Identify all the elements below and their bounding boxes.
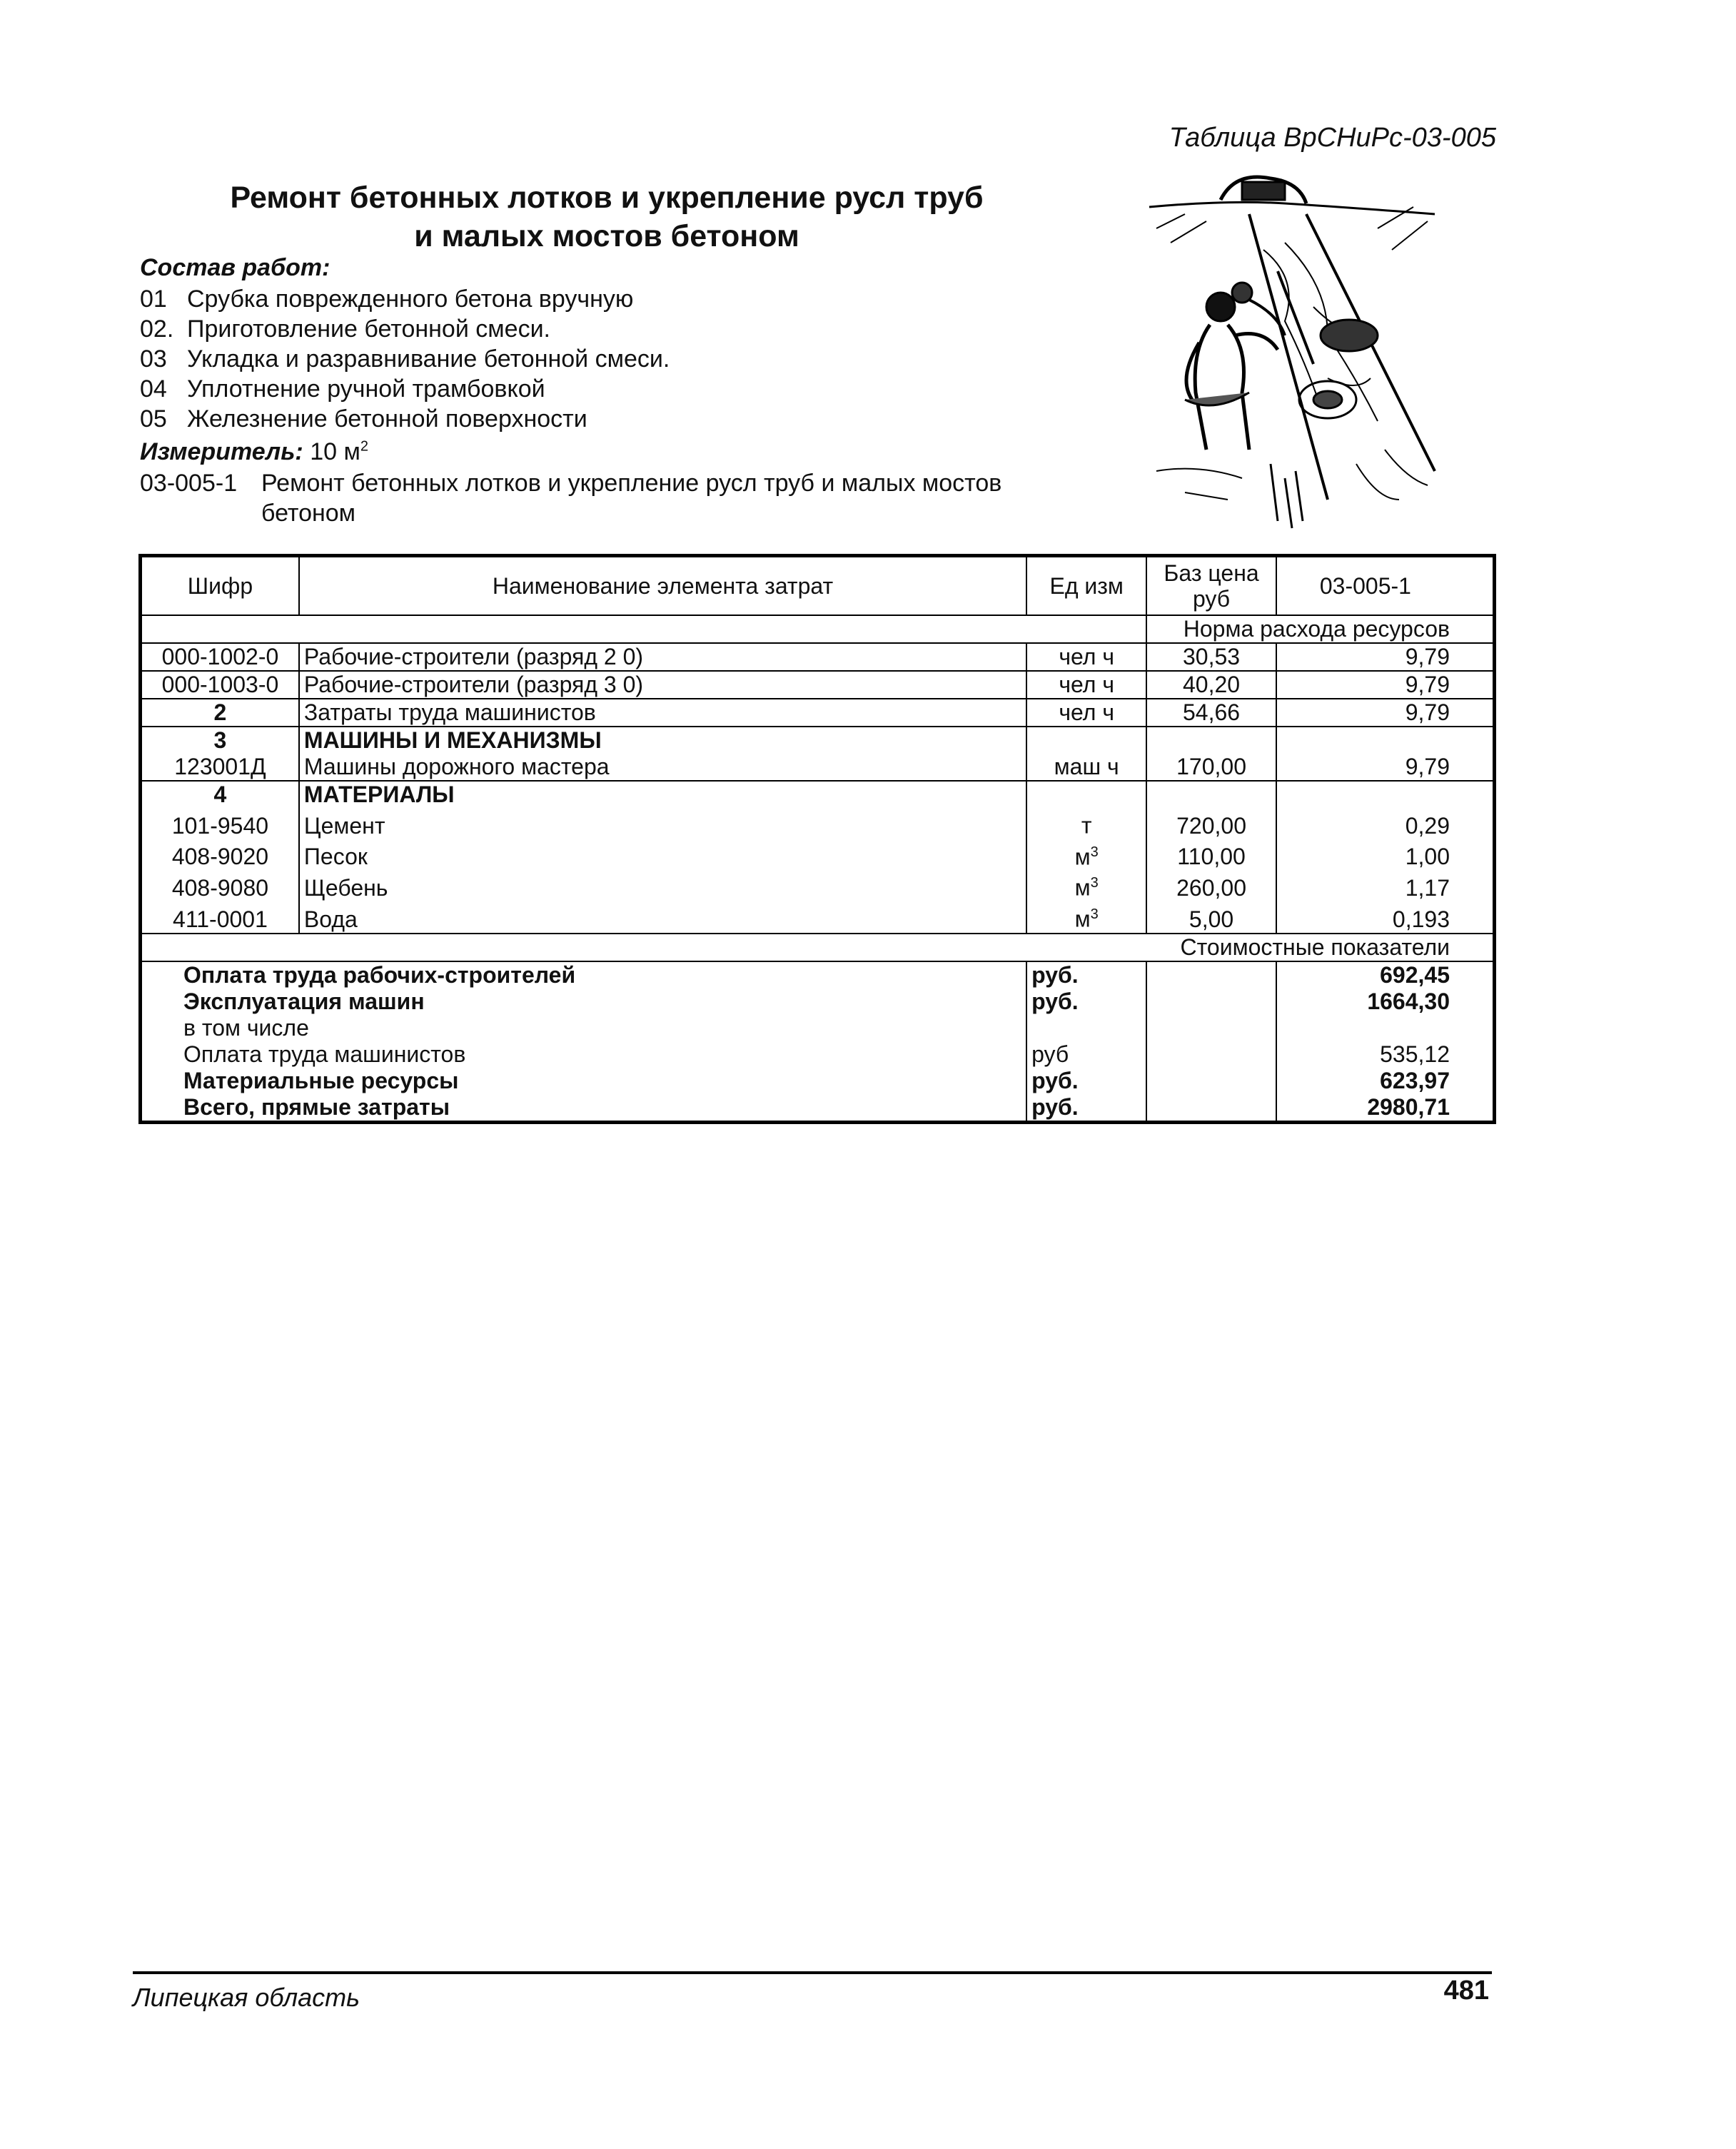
footer-region: Липецкая область <box>133 1983 360 2012</box>
row-unit: чел ч <box>1026 643 1146 671</box>
row-name: Рабочие-строители (разряд 3 0) <box>299 671 1026 699</box>
cost-unit: руб. <box>1026 1094 1146 1123</box>
row-norm: 0,193 <box>1276 901 1495 934</box>
description-text: Ремонт бетонных лотков и укрепление русл труб и малых мостов бетоном <box>261 470 1002 527</box>
cost-label: Всего, прямые затраты <box>183 1093 450 1120</box>
row-price: 40,20 <box>1146 671 1276 699</box>
row-price: 260,00 <box>1146 870 1276 901</box>
row-unit: т <box>1026 808 1146 839</box>
row-norm: 9,79 <box>1276 699 1495 727</box>
section-row-machines <box>141 727 1495 754</box>
work-item-code: 05 <box>140 405 167 433</box>
cost-value: 2980,71 <box>1276 1094 1495 1123</box>
row-code: 411-0001 <box>141 901 299 934</box>
cost-row <box>141 988 1495 1015</box>
row-price: 170,00 <box>1146 754 1276 781</box>
cost-value: 1664,30 <box>1276 988 1495 1015</box>
work-item <box>140 314 670 344</box>
row-unit: $м^3$ <box>1026 870 1146 901</box>
row-unit: $м^3$ <box>1026 839 1146 871</box>
page-title <box>164 178 1049 256</box>
row-code: 408-9080 <box>171 874 269 901</box>
row-unit: чел ч <box>1026 671 1146 699</box>
row-price: 720,00 <box>1146 808 1276 839</box>
cost-label: Оплата труда рабочих-строителей <box>183 961 576 988</box>
table-row <box>141 901 1495 934</box>
row-name: Цемент <box>299 808 1026 839</box>
cost-label: Оплата труда машинистов <box>183 1041 466 1067</box>
cost-value: 623,97 <box>1276 1068 1495 1094</box>
table-row <box>141 839 1495 871</box>
work-item <box>140 374 670 404</box>
row-norm: 9,79 <box>1276 643 1495 671</box>
measure-value: 10 $м^2$ <box>310 438 368 465</box>
description <box>140 468 1082 528</box>
description-code: 03-005-1 <box>140 470 238 497</box>
work-item-code: 03 <box>140 345 167 373</box>
row-code: 101-9540 <box>171 812 269 839</box>
cost-row <box>141 1068 1495 1094</box>
work-item-code: 04 <box>140 375 167 403</box>
table-row <box>141 870 1495 901</box>
row-name: Песок <box>299 839 1026 871</box>
work-item-text: Укладка и разравнивание бетонной смеси. <box>187 345 670 373</box>
row-unit: $м^3$ <box>1026 901 1146 934</box>
section-row-materials <box>141 781 1495 808</box>
work-list <box>140 284 670 434</box>
row-name: Щебень <box>299 870 1026 901</box>
header-name: Наименование элемента затрат <box>299 556 1026 616</box>
cost-label: Материальные ресурсы <box>183 1067 459 1093</box>
resource-table <box>138 554 1496 1124</box>
row-norm: 0,29 <box>1276 808 1495 839</box>
page-number: 481 <box>1443 1976 1489 2006</box>
row-norm: 1,17 <box>1276 870 1495 901</box>
header-price: Баз цена руб <box>1146 556 1276 616</box>
table-row <box>141 671 1495 699</box>
work-item <box>140 284 670 314</box>
row-price: 54,66 <box>1146 699 1276 727</box>
header-norm: 03-005-1 <box>1276 556 1495 616</box>
cost-value: 535,12 <box>1276 1041 1495 1068</box>
cost-row <box>141 1041 1495 1068</box>
row-code: 123001Д <box>141 754 299 781</box>
cost-unit: руб. <box>1026 1068 1146 1094</box>
header-code: Шифр <box>141 556 299 616</box>
norm-subheader-row <box>141 615 1495 643</box>
row-code: 000-1003-0 <box>141 671 299 699</box>
cost-label: в том числе <box>183 1014 309 1041</box>
cost-row-total <box>141 1094 1495 1123</box>
measure-row <box>140 438 368 466</box>
row-unit: маш ч <box>1026 754 1146 781</box>
cost-row <box>141 1015 1495 1041</box>
table-row <box>141 754 1495 781</box>
row-code: 2 <box>141 699 299 727</box>
row-price: 110,00 <box>1146 839 1276 871</box>
section-code: 4 <box>213 782 227 807</box>
title-line-2: и малых мостов бетоном <box>414 219 799 253</box>
footer-divider <box>133 1971 1492 1974</box>
title-line-1: Ремонт бетонных лотков и укрепление русл труб <box>230 181 984 215</box>
row-name: Машины дорожного мастера <box>299 754 1026 781</box>
work-item-text: Срубка поврежденного бетона вручную <box>187 285 634 313</box>
measure-label: Измеритель: <box>140 438 303 465</box>
work-item-code: 01 <box>140 285 167 313</box>
table-header-row <box>141 556 1495 616</box>
row-price: 30,53 <box>1146 643 1276 671</box>
row-code: 408-9020 <box>171 844 269 870</box>
cost-subheader-row <box>141 934 1495 961</box>
table-reference: Таблица ВрСНиРс-03-005 <box>1169 123 1496 153</box>
row-norm: 1,00 <box>1276 839 1495 871</box>
table-row <box>141 808 1495 839</box>
section-title: МАТЕРИАЛЫ <box>299 781 1026 808</box>
cost-row <box>141 961 1495 988</box>
section-code: 3 <box>213 727 227 753</box>
work-item-text: Уплотнение ручной трамбовкой <box>187 375 545 403</box>
table-row <box>141 699 1495 727</box>
header-unit: Ед изм <box>1026 556 1146 616</box>
work-composition-label: Состав работ: <box>140 254 330 281</box>
cost-subheader: Стоимостные показатели <box>141 934 1495 961</box>
cost-unit: руб <box>1026 1041 1146 1068</box>
cost-unit <box>1026 1015 1146 1041</box>
work-item-text: Железнение бетонной поверхности <box>187 405 587 433</box>
work-item-text: Приготовление бетонной смеси. <box>187 315 551 343</box>
row-name: Затраты труда машинистов <box>299 699 1026 727</box>
cost-unit: руб. <box>1026 988 1146 1015</box>
cost-label: Эксплуатация машин <box>183 988 425 1014</box>
table-row <box>141 643 1495 671</box>
work-item <box>140 344 670 374</box>
row-name: Рабочие-строители (разряд 2 0) <box>299 643 1026 671</box>
row-code: 000-1002-0 <box>161 644 279 669</box>
cost-unit: руб. <box>1026 961 1146 988</box>
workers-illustration <box>1142 164 1442 535</box>
work-item-code: 02. <box>140 315 174 343</box>
row-norm: 9,79 <box>1276 671 1495 699</box>
row-unit: чел ч <box>1026 699 1146 727</box>
work-item <box>140 404 670 434</box>
row-price: 5,00 <box>1146 901 1276 934</box>
row-name: Вода <box>299 901 1026 934</box>
norm-subheader: Норма расхода ресурсов <box>1146 615 1494 643</box>
section-title: МАШИНЫ И МЕХАНИЗМЫ <box>299 727 1026 754</box>
cost-value: 692,45 <box>1276 961 1495 988</box>
row-norm: 9,79 <box>1276 754 1495 781</box>
cost-value <box>1276 1015 1495 1041</box>
